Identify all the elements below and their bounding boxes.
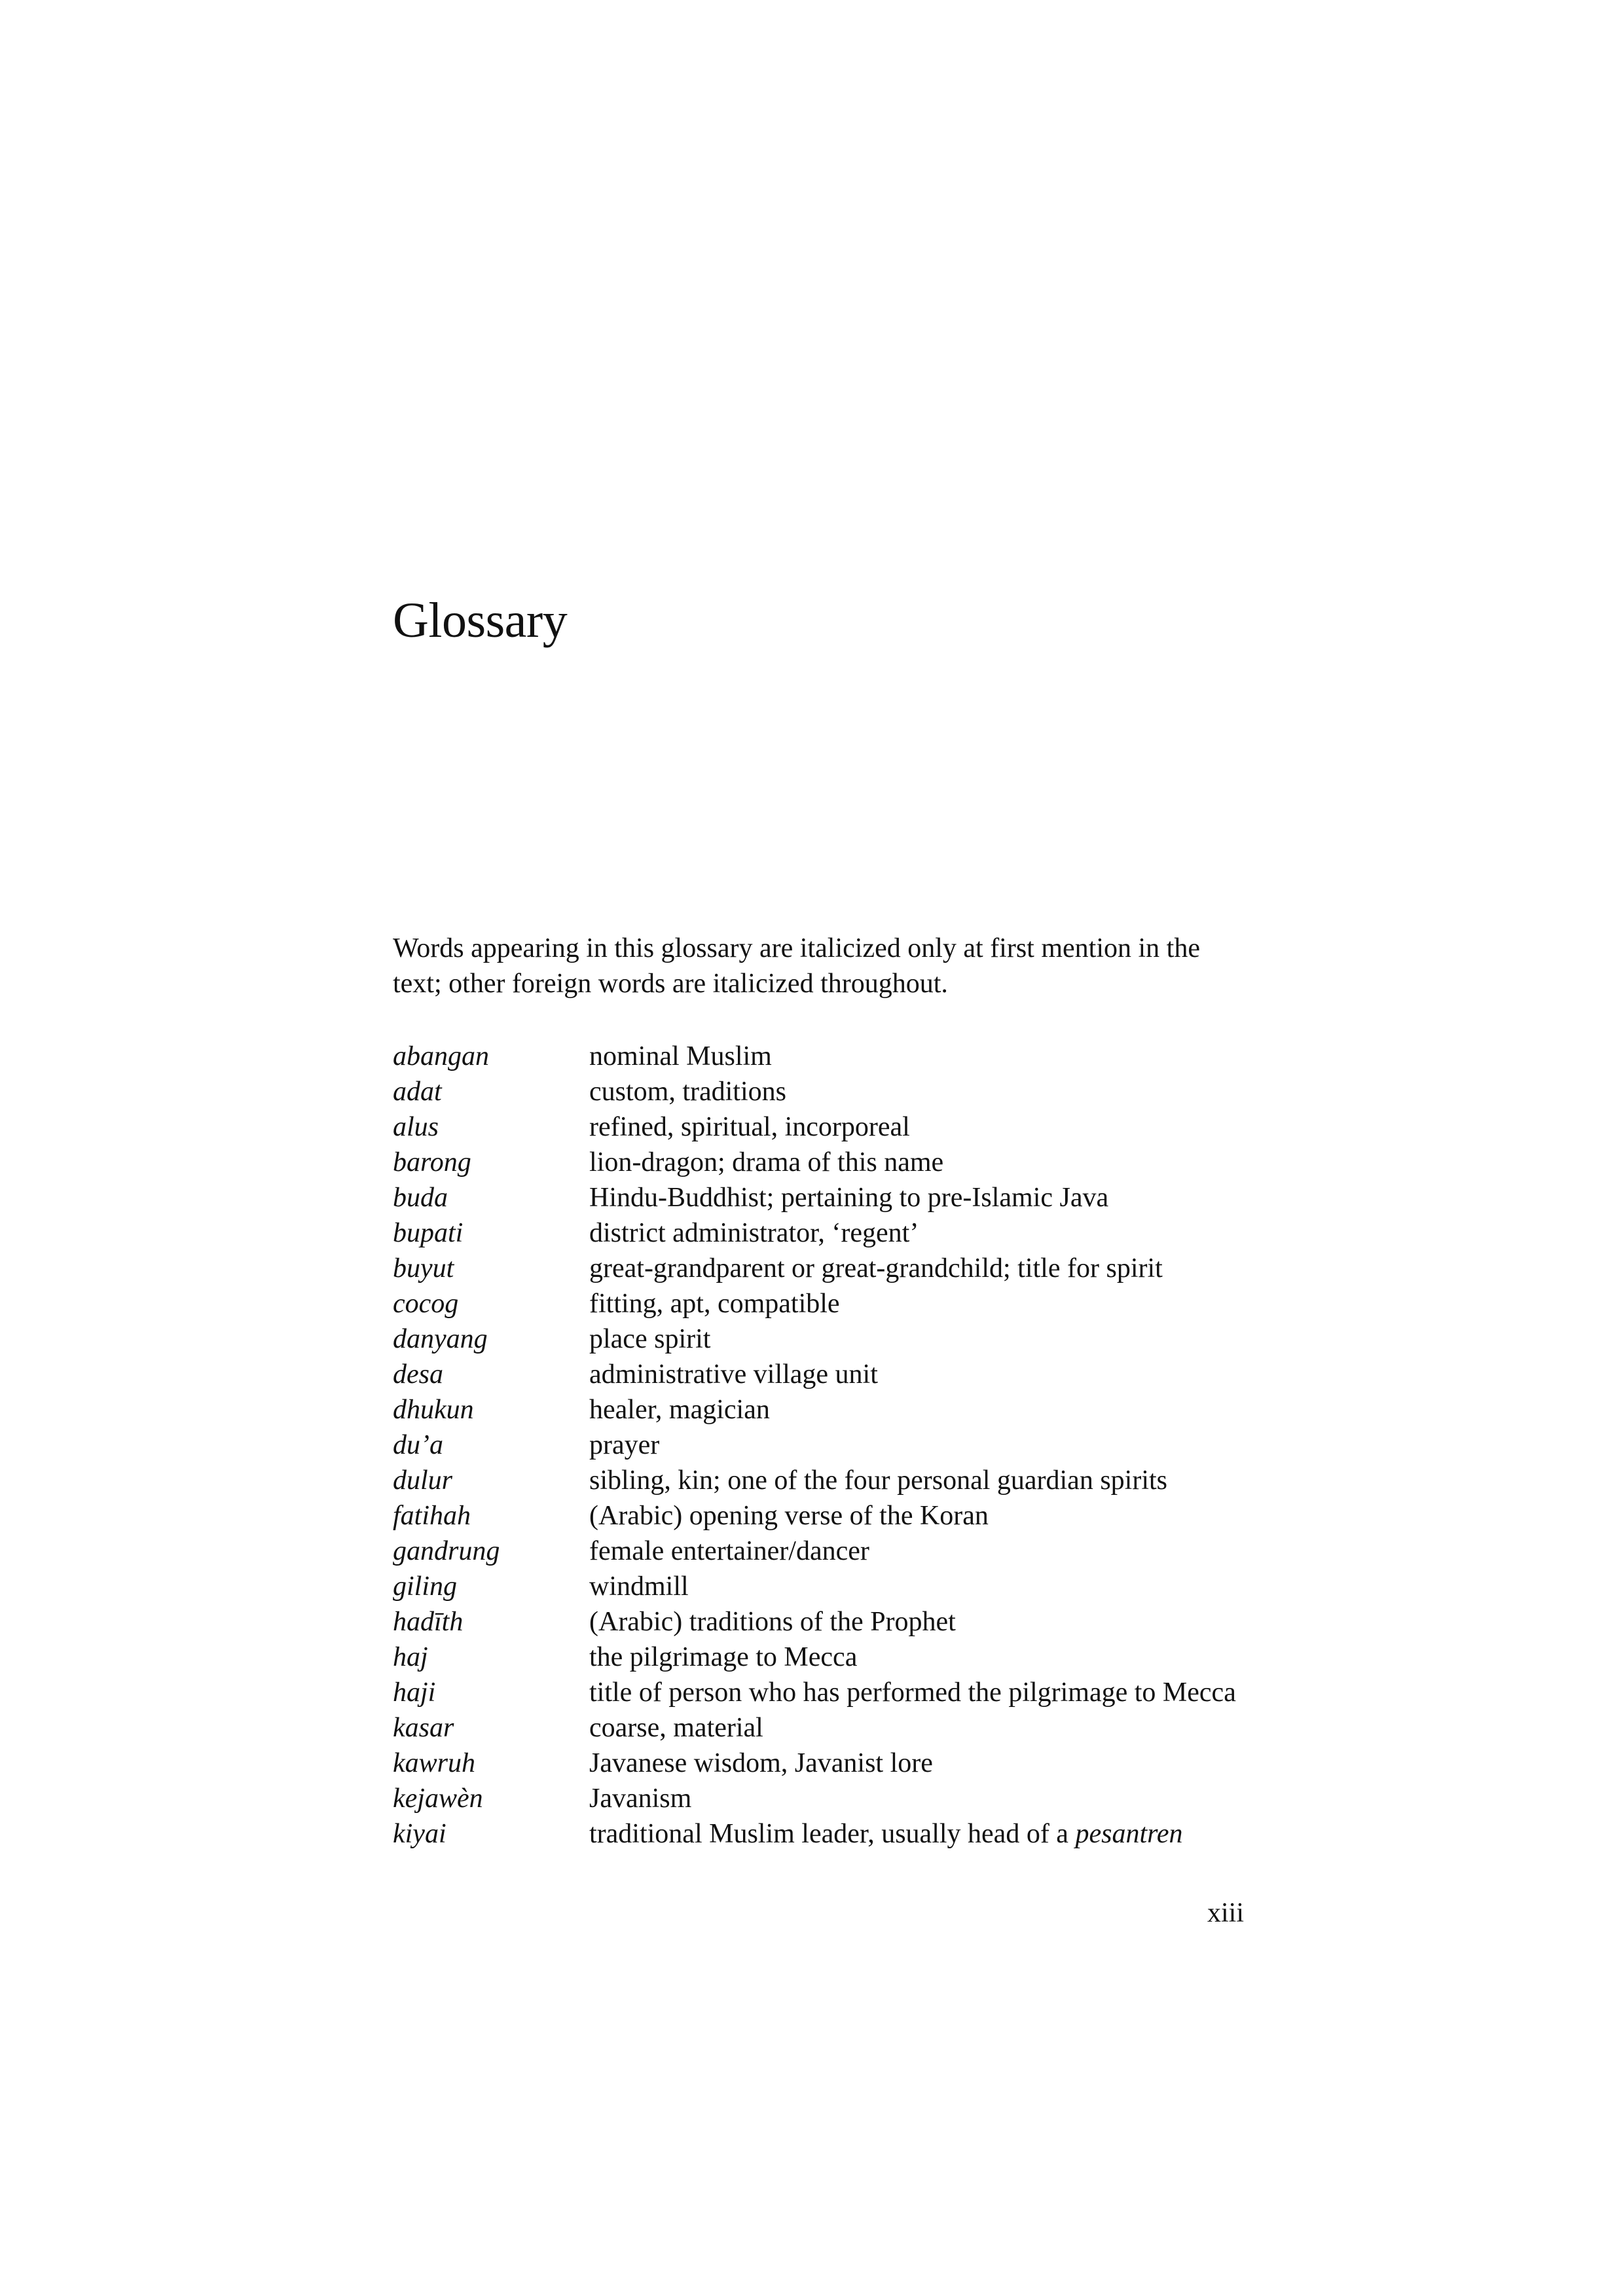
glossary-entry <box>393 1392 1244 1427</box>
definition-text: healer, magician <box>589 1395 770 1425</box>
glossary-entry <box>393 1534 1244 1569</box>
glossary-body <box>393 1039 1244 1852</box>
glossary-term: dhukun <box>393 1395 474 1425</box>
glossary-entry <box>393 1109 1244 1145</box>
glossary-definition <box>589 1463 1244 1498</box>
definition-text: title of person who has performed the pilgrimage to Mecca <box>589 1677 1236 1708</box>
glossary-entry <box>393 1463 1244 1498</box>
glossary-definition <box>589 1286 1244 1321</box>
glossary-term: cocog <box>393 1289 459 1319</box>
glossary-term: gandrung <box>393 1536 500 1566</box>
glossary-term: hadīth <box>393 1607 464 1637</box>
intro-paragraph: Words appearing in this glossary are italicized only at first mention in the text; other foreign words are italicized throughout. <box>393 933 1200 999</box>
glossary-definition <box>589 1569 1244 1604</box>
definition-text: traditional Muslim leader, usually head of a <box>589 1819 1068 1849</box>
glossary-definition <box>589 1392 1244 1427</box>
glossary-entry <box>393 1039 1244 1074</box>
glossary-entry <box>393 1675 1244 1710</box>
glossary-definition <box>589 1251 1244 1286</box>
definition-text: the pilgrimage to Mecca <box>589 1642 858 1672</box>
glossary-definition <box>589 1357 1244 1392</box>
glossary-term: kawruh <box>393 1748 475 1778</box>
glossary-table <box>393 1039 1244 1852</box>
glossary-definition <box>589 1039 1244 1074</box>
glossary-definition <box>589 1498 1244 1534</box>
definition-text: administrative village unit <box>589 1359 878 1390</box>
definition-text: refined, spiritual, incorporeal <box>589 1112 910 1142</box>
glossary-definition <box>589 1321 1244 1357</box>
glossary-term: desa <box>393 1359 443 1390</box>
glossary-definition <box>589 1640 1244 1675</box>
glossary-definition <box>589 1604 1244 1640</box>
glossary-term: dulur <box>393 1465 453 1496</box>
glossary-entry <box>393 1251 1244 1286</box>
definition-text: (Arabic) opening verse of the Koran <box>589 1501 989 1531</box>
page-title: Glossary <box>393 593 568 648</box>
glossary-term: fatihah <box>393 1501 471 1531</box>
definition-text: female entertainer/dancer <box>589 1536 869 1566</box>
glossary-definition <box>589 1675 1244 1710</box>
glossary-entry <box>393 1604 1244 1640</box>
glossary-definition <box>589 1781 1244 1816</box>
definition-text: Javanism <box>589 1784 692 1814</box>
glossary-term: du’a <box>393 1430 443 1460</box>
definition-text: place spirit <box>589 1324 711 1354</box>
glossary-term: haj <box>393 1642 428 1672</box>
definition-text: sibling, kin; one of the four personal guardian spirits <box>589 1465 1168 1496</box>
glossary-entry <box>393 1781 1244 1816</box>
glossary-entry <box>393 1286 1244 1321</box>
glossary-entry <box>393 1427 1244 1463</box>
glossary-term: abangan <box>393 1041 489 1071</box>
glossary-definition <box>589 1816 1244 1852</box>
glossary-entry <box>393 1074 1244 1109</box>
glossary-entry <box>393 1710 1244 1746</box>
glossary-term: kiyai <box>393 1819 447 1849</box>
page-number: xiii <box>1207 1898 1244 1928</box>
glossary-definition <box>589 1074 1244 1109</box>
glossary-term: buyut <box>393 1253 454 1283</box>
definition-text: windmill <box>589 1571 689 1602</box>
glossary-entry <box>393 1321 1244 1357</box>
glossary-definition <box>589 1145 1244 1180</box>
glossary-entry <box>393 1816 1244 1852</box>
definition-text: nominal Muslim <box>589 1041 772 1071</box>
glossary-entry <box>393 1640 1244 1675</box>
definition-text: district administrator, ‘regent’ <box>589 1218 919 1248</box>
glossary-entry <box>393 1357 1244 1392</box>
definition-text: great-grandparent or great-grandchild; title for spirit <box>589 1253 1163 1283</box>
glossary-term: barong <box>393 1147 471 1177</box>
definition-italic-term: pesantren <box>1075 1819 1183 1849</box>
definition-text: fitting, apt, compatible <box>589 1289 840 1319</box>
glossary-term: bupati <box>393 1218 464 1248</box>
glossary-entry <box>393 1498 1244 1534</box>
definition-text: Hindu-Buddhist; pertaining to pre-Islamic Java <box>589 1183 1109 1213</box>
definition-text: coarse, material <box>589 1713 763 1743</box>
glossary-definition <box>589 1710 1244 1746</box>
glossary-definition <box>589 1427 1244 1463</box>
glossary-term: buda <box>393 1183 448 1213</box>
definition-text: prayer <box>589 1430 660 1460</box>
glossary-term: kejawèn <box>393 1784 483 1814</box>
glossary-term: giling <box>393 1571 458 1602</box>
glossary-entry <box>393 1746 1244 1781</box>
definition-text: custom, traditions <box>589 1077 786 1107</box>
glossary-definition <box>589 1215 1244 1251</box>
definition-text: (Arabic) traditions of the Prophet <box>589 1607 956 1637</box>
glossary-entry <box>393 1145 1244 1180</box>
glossary-definition <box>589 1746 1244 1781</box>
glossary-entry <box>393 1180 1244 1215</box>
glossary-term: alus <box>393 1112 439 1142</box>
definition-text: Javanese wisdom, Javanist lore <box>589 1748 933 1778</box>
glossary-entry <box>393 1569 1244 1604</box>
glossary-definition <box>589 1109 1244 1145</box>
glossary-term: adat <box>393 1077 442 1107</box>
glossary-term: kasar <box>393 1713 454 1743</box>
glossary-term: haji <box>393 1677 436 1708</box>
glossary-definition <box>589 1534 1244 1569</box>
glossary-term: danyang <box>393 1324 488 1354</box>
glossary-entry <box>393 1215 1244 1251</box>
glossary-definition <box>589 1180 1244 1215</box>
definition-text: lion-dragon; drama of this name <box>589 1147 944 1177</box>
